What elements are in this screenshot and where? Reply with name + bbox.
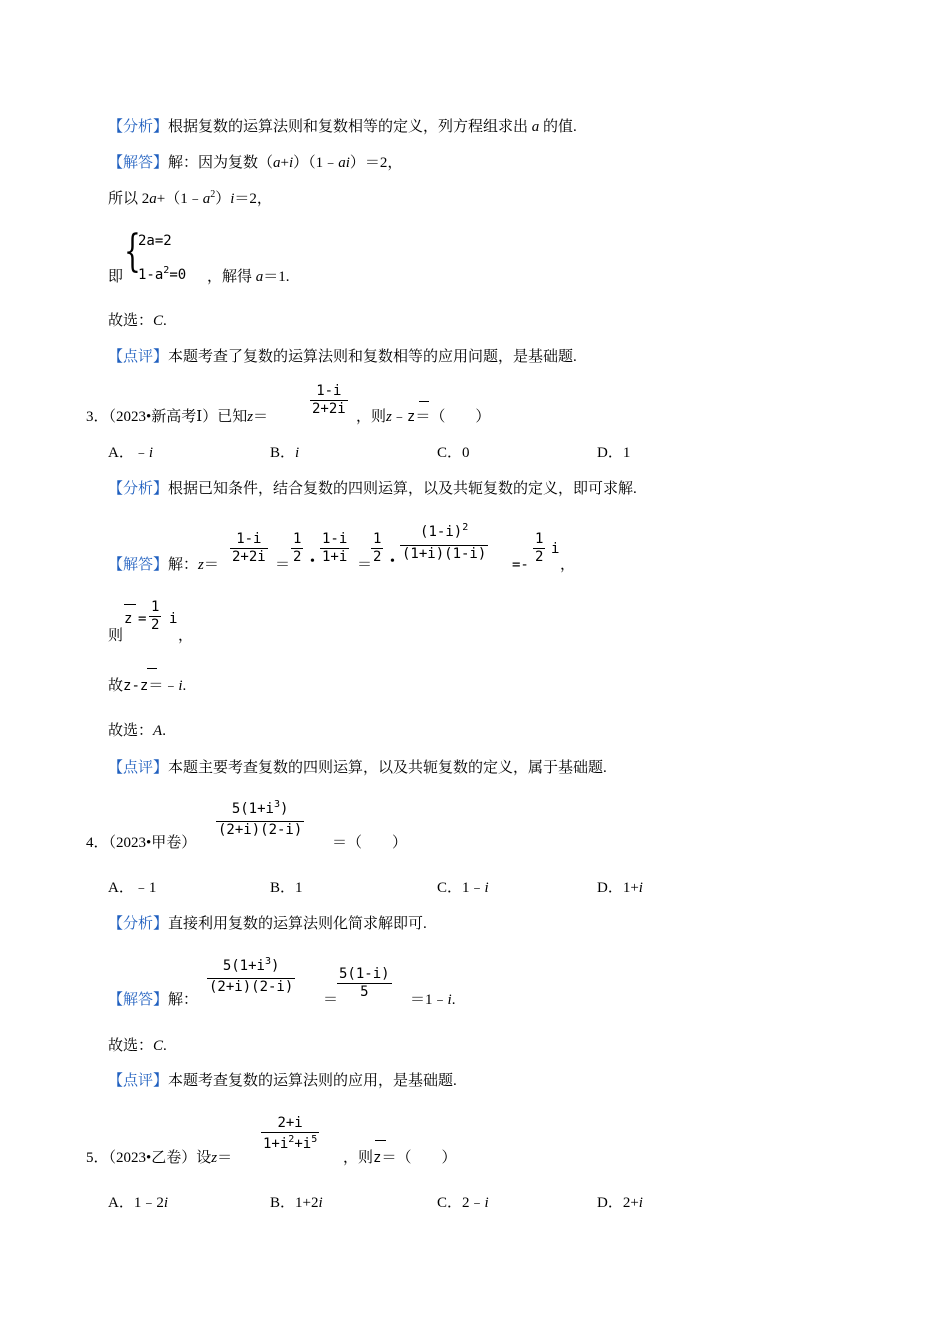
q3-option-a: A．﹣i	[108, 445, 154, 461]
q3-option-b: B．i	[270, 445, 300, 461]
q5-option-b: B．1+2i	[270, 1195, 323, 1211]
eq-minus: =-	[512, 557, 529, 573]
conjugate-bar	[124, 604, 136, 605]
eq-sign: ＝	[275, 557, 291, 573]
q3-ze: 则	[108, 628, 124, 644]
q3-sol-frac-1: 1-i 2+2i	[232, 531, 266, 565]
system-row-2: $1-a^2=0$	[138, 265, 187, 283]
q3-fraction: 1-i 2+2i	[312, 383, 346, 417]
q2-answer: 故选：C.	[108, 313, 167, 329]
comma: ，	[560, 557, 576, 573]
q3-stem-tail: ，则z﹣z＝（ ）	[356, 409, 491, 425]
q2-solve: ，解得 a＝1.	[207, 269, 290, 285]
q2-comment: 【点评】本题考查了复数的运算法则和复数相等的应用问题，是基础题.	[108, 349, 577, 365]
analysis-tag: 【分析】	[108, 481, 169, 497]
comma: ，	[178, 628, 194, 644]
eq-sign: ＝	[357, 557, 373, 573]
q5-fraction: 2+i $1+i^2+i^5$	[263, 1115, 318, 1152]
q4-option-d: D．1+i	[597, 880, 643, 896]
system-row-1: 2a=2	[138, 233, 172, 249]
comment-tag: 【点评】	[108, 760, 169, 776]
q3-sol-frac-6: 1 2	[535, 531, 544, 565]
q3-sol-frac-3: 1-i 1+i	[322, 531, 348, 565]
q5-option-a: A．1﹣2i	[108, 1195, 169, 1211]
imag-unit: i	[169, 611, 178, 627]
q3-option-d: D．1	[597, 445, 631, 461]
q3-zbar-frac: 1 2	[151, 599, 160, 633]
analysis-tag: 【分析】	[108, 119, 169, 135]
solution-tag: 【解答】	[108, 155, 169, 171]
q3-answer: 故选：A.	[108, 723, 166, 739]
eq-sign: ＝	[323, 992, 339, 1008]
imag-unit: i	[551, 541, 560, 557]
q3-solution-label: 【解答】解：z＝	[108, 557, 219, 573]
q2-analysis: 【分析】根据复数的运算法则和复数相等的定义，列方程组求出 a 的值.	[108, 119, 577, 135]
left-brace-icon: {	[124, 226, 141, 277]
q4-stem: 4．（2023•甲卷）	[86, 835, 197, 851]
q4-option-a: A．﹣1	[108, 880, 157, 896]
q3-option-c: C．0	[437, 445, 470, 461]
q4-tail: ＝（ ）	[332, 835, 408, 851]
q4-solution-label: 【解答】解：	[108, 992, 199, 1008]
q3-comment: 【点评】本题主要考查复数的四则运算，以及共轭复数的定义，属于基础题.	[108, 760, 607, 776]
q2-ji: 即	[108, 269, 124, 285]
zbar: z	[124, 611, 133, 627]
bullet-op: •	[390, 554, 395, 569]
solution-tag: 【解答】	[108, 992, 169, 1008]
q3-sol-frac-4: 1 2	[373, 531, 382, 565]
q4-result: ＝1﹣i.	[410, 992, 456, 1008]
q3-stem: 3．（2023•新高考Ⅰ）已知z＝	[86, 409, 269, 425]
conjugate-bar	[147, 668, 157, 669]
conjugate-bar	[419, 401, 429, 402]
q3-sol-frac-2: 1 2	[293, 531, 302, 565]
q4-option-b: B．1	[270, 880, 303, 896]
q2-solution-line1: 【解答】解：因为复数（a+i）（1﹣ai）＝2，	[108, 155, 403, 171]
q5-option-d: D．2+i	[597, 1195, 643, 1211]
comment-tag: 【点评】	[108, 1073, 169, 1089]
q4-sol-frac-1: $5(1+i^3)$ (2+i)(2-i)	[209, 956, 294, 995]
q4-sol-frac-2: 5(1-i) 5	[339, 966, 390, 1000]
q2-solution-line2: 所以 $2a+(1﹣a^2)i=2$，	[108, 189, 272, 207]
q4-analysis: 【分析】直接利用复数的运算法则化简求解即可.	[108, 916, 427, 932]
q5-stem-tail: ，则z＝（ ）	[343, 1150, 457, 1166]
q4-option-c: C．1﹣i	[437, 880, 489, 896]
bullet-op: •	[310, 554, 315, 569]
q3-gu: 故z-z＝﹣i.	[108, 678, 187, 694]
eq-sign: =	[138, 611, 147, 627]
q3-analysis: 【分析】根据已知条件，结合复数的四则运算，以及共轭复数的定义，即可求解.	[108, 481, 637, 497]
q4-comment: 【点评】本题考查复数的运算法则的应用，是基础题.	[108, 1073, 457, 1089]
q5-option-c: C．2﹣i	[437, 1195, 489, 1211]
analysis-tag: 【分析】	[108, 916, 169, 932]
q4-fraction: $5(1+i^3)$ (2+i)(2-i)	[218, 799, 303, 838]
comment-tag: 【点评】	[108, 349, 169, 365]
q3-sol-frac-5: $(1-i)^2$ (1+i)(1-i)	[402, 522, 487, 562]
q4-answer: 故选：C.	[108, 1038, 167, 1054]
q5-stem: 5．（2023•乙卷）设z＝	[86, 1150, 233, 1166]
conjugate-bar	[375, 1140, 386, 1141]
solution-tag: 【解答】	[108, 557, 169, 573]
